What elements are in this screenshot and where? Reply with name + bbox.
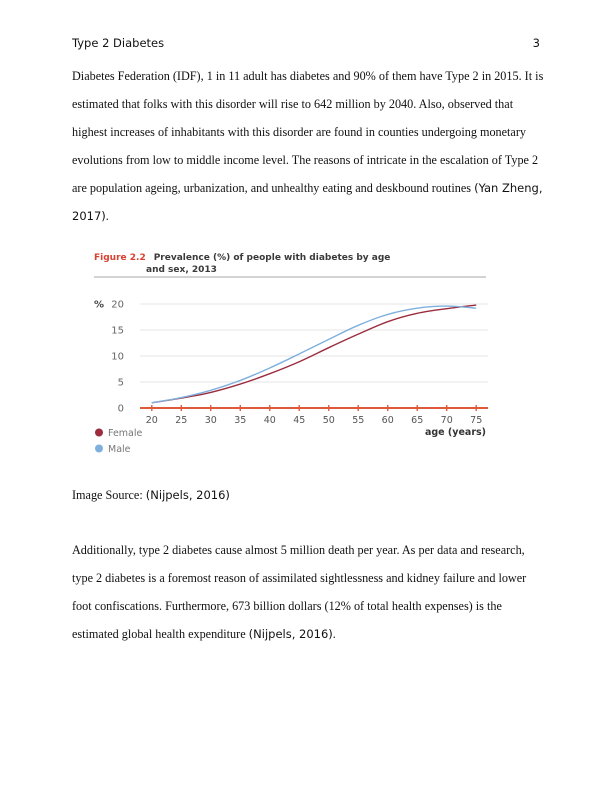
x-tick-label-30: 30 xyxy=(204,415,217,426)
paragraph-idf-end: . xyxy=(105,209,109,223)
citation-yan-zheng: (Yan Zheng, 2017) xyxy=(72,181,543,223)
legend-marker-female xyxy=(95,429,103,437)
figure-title-line1: Prevalence (%) of people with diabetes by age xyxy=(153,253,391,263)
y-tick-label-15: 15 xyxy=(111,325,124,337)
y-tick-label-5: 5 xyxy=(117,377,124,389)
paragraph-idf-text: Diabetes Federation (IDF), 1 in 11 adult has diabetes and 90% of them have Type 2 in 2015. It is estimated that folks with this disorder will rise to 642 million by 2040. Also, observed that highest increases of inhabitants with this disorder are found in counties undergoing monetary evolutions from low to middle income level. The reasons of intricate in the escalation of Type 2 are population ageing, urbanization, and unhealthy eating and deskbound routines xyxy=(72,69,544,195)
x-tick-label-60: 60 xyxy=(381,415,394,426)
legend-label-male: Male xyxy=(108,444,131,455)
series-line-female xyxy=(152,305,476,403)
x-tick-label-50: 50 xyxy=(322,415,335,426)
paragraph-deaths-end: . xyxy=(332,627,336,641)
citation-nijpels: (Nijpels, 2016) xyxy=(248,627,333,641)
x-tick-label-75: 75 xyxy=(470,415,483,426)
figure-prevalence-chart xyxy=(88,244,498,464)
paragraph-idf xyxy=(72,62,547,230)
page-number: 3 xyxy=(532,36,540,50)
x-axis-title: age (years) xyxy=(424,427,486,438)
x-tick-label-25: 25 xyxy=(175,415,188,426)
image-source-line xyxy=(72,481,547,509)
y-tick-label-10: 10 xyxy=(111,351,124,363)
y-axis-unit-label: % xyxy=(94,299,105,311)
header-title: Type 2 Diabetes xyxy=(72,36,165,50)
image-source-label: Image Source: xyxy=(72,488,146,502)
x-tick-label-40: 40 xyxy=(263,415,276,426)
y-tick-label-0: 0 xyxy=(117,403,124,415)
image-source-citation: (Nijpels, 2016) xyxy=(145,488,230,502)
legend-marker-male xyxy=(95,445,103,453)
paragraph-deaths xyxy=(72,536,547,648)
x-tick-label-65: 65 xyxy=(411,415,424,426)
prevalence-line-chart xyxy=(88,244,498,464)
figure-title-line2: and sex, 2013 xyxy=(146,265,217,275)
x-tick-label-45: 45 xyxy=(293,415,306,426)
x-tick-label-20: 20 xyxy=(145,415,158,426)
x-tick-label-70: 70 xyxy=(440,415,453,426)
paragraph-deaths-text: Additionally, type 2 diabetes cause almost 5 million death per year. As per data and research, type 2 diabetes is a foremost reason of assimilated sightlessness and kidney failure and lower foot confiscations. Furthermore, 673 billion dollars (12% of total health expenses) is the estimated global health expenditure xyxy=(72,543,527,641)
legend-label-female: Female xyxy=(108,428,143,439)
x-tick-label-55: 55 xyxy=(352,415,365,426)
y-tick-label-20: 20 xyxy=(111,299,124,311)
figure-label: Figure 2.2 xyxy=(94,253,146,263)
x-tick-label-35: 35 xyxy=(234,415,247,426)
